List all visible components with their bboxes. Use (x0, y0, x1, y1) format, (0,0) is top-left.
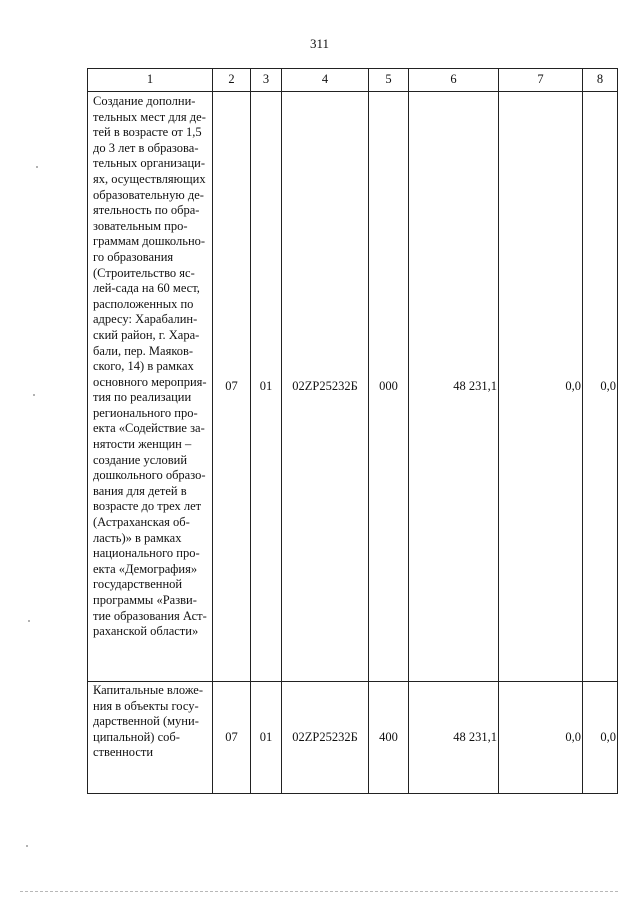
expense-name-line: зовательным про- (93, 218, 188, 233)
expense-name-line: екта «Содействие за- (93, 421, 205, 436)
expense-name-line: возрасте до трех лет (93, 499, 202, 514)
expense-name-line: ях, осуществляющих (93, 171, 206, 186)
header-col-1: 1 (88, 69, 213, 92)
table-row (88, 92, 618, 682)
expense-name-cell (88, 682, 213, 794)
expense-name-line: образовательную де- (93, 187, 204, 202)
budget-table (87, 68, 618, 794)
expense-name-cell (88, 92, 213, 682)
header-col-7: 7 (499, 69, 583, 92)
expense-name-line: национального про- (93, 546, 200, 561)
expense-type-cell: 400 (369, 682, 409, 794)
page-number: 311 (309, 36, 330, 51)
expense-name-line: екта «Демография» (93, 561, 198, 576)
expense-name-line: тей в возрасте от 1,5 (93, 125, 202, 140)
amount-1-cell: 48 231,1 (409, 682, 499, 794)
expense-name-line: раханской области» (93, 624, 199, 639)
expense-name-line: ственности (93, 745, 154, 760)
scan-speck (26, 845, 28, 847)
expense-name-line: Создание дополни- (93, 94, 196, 108)
expense-name-line: ципальной) соб- (93, 729, 180, 744)
expense-name-line: ятельность по обра- (93, 203, 200, 218)
expense-name-line: регионального про- (93, 405, 198, 420)
expense-name-line: нятости женщин – (93, 437, 192, 452)
header-row (88, 69, 618, 92)
header-col-4: 4 (282, 69, 369, 92)
header-col-2: 2 (213, 69, 251, 92)
section-cell: 07 (213, 682, 251, 794)
expense-name-line: до 3 лет в образова- (93, 140, 199, 155)
table-header (88, 69, 618, 92)
header-col-6: 6 (409, 69, 499, 92)
scan-speck (33, 394, 35, 396)
amount-2-cell: 0,0 (499, 682, 583, 794)
expense-name-line: граммам дошкольно- (93, 234, 206, 249)
expense-name-line: ласть)» в рамках (93, 530, 182, 545)
table-row (88, 682, 618, 794)
expense-type-cell: 000 (369, 92, 409, 682)
section-cell: 07 (213, 92, 251, 682)
expense-name-line: создание условий (93, 452, 188, 467)
expense-name-line: тельных организаци- (93, 156, 205, 171)
expense-name-line: дарственной (муни- (93, 714, 199, 729)
amount-3-cell: 0,0 (583, 682, 618, 794)
expense-name-line: (Строительство яс- (93, 265, 195, 280)
expense-name-line: го образования (93, 249, 174, 264)
target-article-cell: 02ZP25232Б (282, 92, 369, 682)
header-col-3: 3 (251, 69, 282, 92)
amount-3-cell: 0,0 (583, 92, 618, 682)
scan-speck (36, 166, 38, 168)
expense-name-line: тие образования Аст- (93, 608, 207, 623)
expense-name-line: вания для детей в (93, 483, 187, 498)
expense-name-line: основного мероприя- (93, 374, 207, 389)
expense-name-line: бали, пер. Маяков- (93, 343, 194, 358)
expense-name-line: ского, 14) в рамках (93, 359, 194, 374)
scan-edge-line (20, 891, 618, 892)
expense-name-line: расположенных по (93, 296, 194, 311)
target-article-cell: 02ZP25232Б (282, 682, 369, 794)
expense-name (93, 94, 209, 640)
expense-name-line: (Астраханская об- (93, 515, 190, 530)
amount-2-cell: 0,0 (499, 92, 583, 682)
expense-name-line: дошкольного образо- (93, 468, 206, 483)
scan-speck (28, 620, 30, 622)
expense-name-line: тия по реализации (93, 390, 192, 405)
expense-name-line: тельных мест для де- (93, 109, 206, 124)
subsection-cell: 01 (251, 92, 282, 682)
expense-name-line: ния в объекты госу- (93, 698, 199, 713)
header-col-5: 5 (369, 69, 409, 92)
expense-name-line: адресу: Харабалин- (93, 312, 198, 327)
expense-name-line: Капитальные вложе- (93, 683, 204, 697)
amount-1-cell: 48 231,1 (409, 92, 499, 682)
expense-name-line: программы «Разви- (93, 593, 197, 607)
expense-name-line: лей-сада на 60 мест, (93, 281, 200, 296)
expense-name (93, 683, 209, 761)
expense-name-line: государственной (93, 577, 183, 592)
subsection-cell: 01 (251, 682, 282, 794)
header-col-8: 8 (583, 69, 618, 92)
expense-name-line: ский район, г. Хара- (93, 327, 200, 342)
